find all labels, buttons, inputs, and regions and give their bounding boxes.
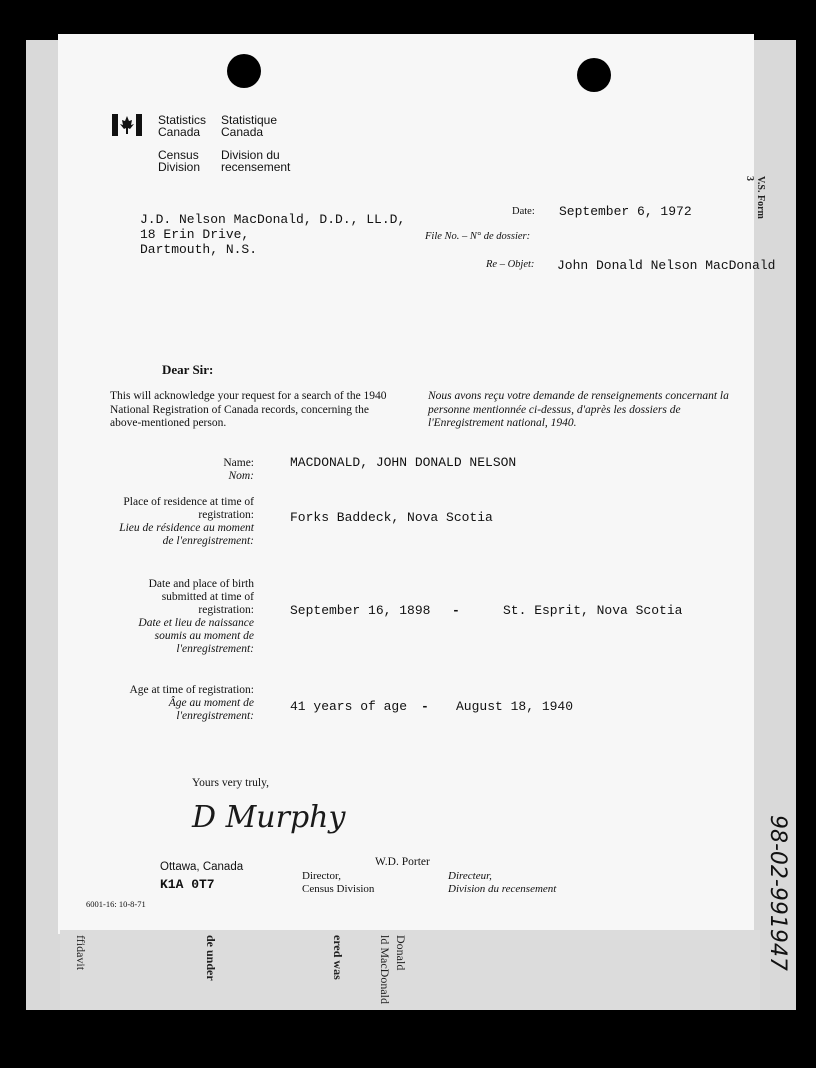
addressee-street: 18 Erin Drive,	[140, 227, 250, 242]
division-fr: Division du recensement	[221, 148, 291, 174]
strip-text-donald: Donald	[394, 935, 408, 971]
strip-text-was: ered was	[331, 935, 345, 980]
birth-place: St. Esprit, Nova Scotia	[503, 603, 683, 618]
date-label: Date:	[512, 206, 535, 217]
closing-postal: K1A 0T7	[160, 877, 215, 892]
form-number-vertical: V.S. Form 3	[744, 176, 766, 219]
strip-text-affidavit: ffidavit	[74, 935, 88, 971]
birth-label: Date and place of birth submitted at time of registration: Date et lieu de naissance soumis au moment de l'enregistrement:	[138, 578, 254, 655]
director-fr: Directeur, Division du recensement	[448, 870, 557, 895]
agency-fr: Statistique Canada	[221, 113, 278, 139]
bottom-strip	[60, 930, 760, 1010]
name-label: Name: Nom:	[223, 457, 254, 482]
division-en: Census Division	[158, 148, 201, 174]
signer-name: W.D. Porter	[375, 856, 430, 868]
age-label: Age at time of registration: Âge au moment de l'enregistrement:	[129, 684, 254, 722]
addressee-name: J.D. Nelson MacDonald, D.D., LL.D,	[140, 212, 406, 227]
closing-city: Ottawa, Canada	[160, 861, 244, 873]
salutation: Dear Sir:	[162, 362, 214, 377]
agency-en: Statistics Canada	[158, 113, 207, 139]
date-value: September 6, 1972	[559, 204, 692, 219]
residence-label: Place of residence at time of registration: Lieu de résidence au moment de l'enregistrement:	[119, 496, 254, 547]
addressee-block	[140, 212, 405, 257]
yours-truly: Yours very truly,	[192, 777, 269, 789]
file-label: File No. – N° de dossier:	[425, 231, 531, 242]
birth-dash: -	[452, 603, 460, 618]
re-value: John Donald Nelson MacDonald	[557, 258, 776, 273]
signature: D Murphy	[192, 800, 346, 835]
age-dash: -	[421, 699, 429, 714]
french-paragraph: Nous avons reçu votre demande de renseignements concernant la personne mentionnée ci-dessus, d'après les dossiers de l'Enregistrement national, 1940.	[428, 390, 729, 429]
english-paragraph: This will acknowledge your request for a search of the 1940 National Registration of Canada records, concerning the above-mentioned person.	[110, 390, 387, 429]
re-label: Re – Objet:	[486, 259, 535, 270]
director-en: Director, Census Division	[302, 870, 375, 895]
residence-value: Forks Baddeck, Nova Scotia	[290, 510, 493, 525]
handwritten-number: 98-02-991947	[765, 815, 790, 971]
addressee-city: Dartmouth, N.S.	[140, 242, 258, 257]
age-value: 41 years of age	[290, 699, 408, 714]
name-value: MACDONALD, JOHN DONALD NELSON	[290, 455, 517, 470]
punch-hole-left	[227, 54, 261, 88]
strip-text-macdonald: ld MacDonald	[378, 935, 392, 1004]
birth-date: September 16, 1898	[290, 603, 431, 618]
form-code: 6001-16: 10-8-71	[86, 899, 146, 909]
strip-text-under: de under	[204, 935, 218, 981]
age-date: August 18, 1940	[456, 699, 574, 714]
canada-flag-icon	[112, 114, 142, 136]
punch-hole-right	[577, 58, 611, 92]
